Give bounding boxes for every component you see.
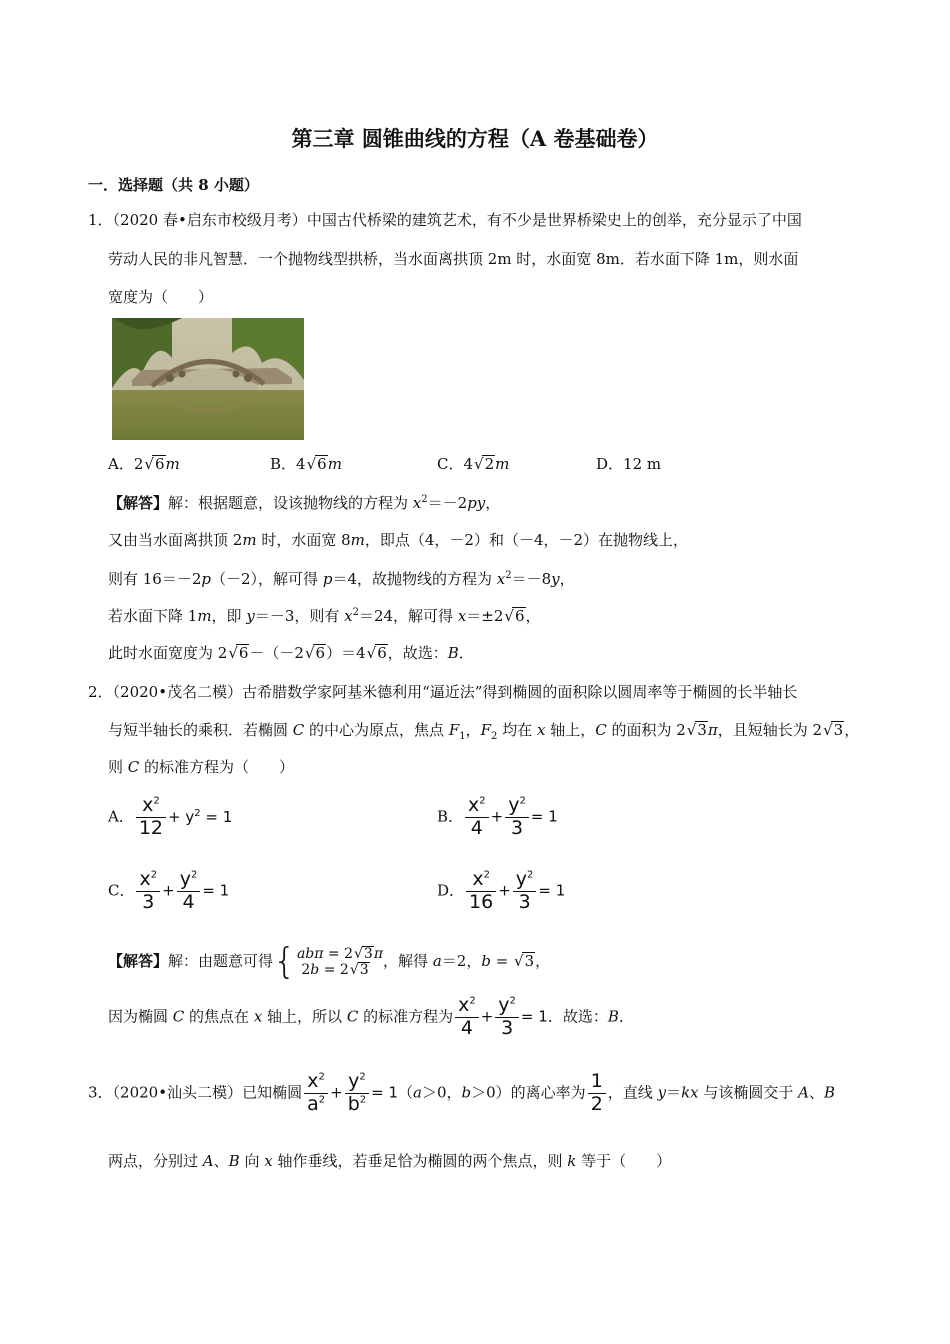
q1-line-2: 劳动人民的非凡智慧．一个抛物线型拱桥，当水面离拱顶 2m 时，水面宽 8m．若水面下降 1m，则水面 — [108, 250, 799, 268]
q1-line-1: 1．（2020 春•启东市校级月考）中国古代桥梁的建筑艺术，有不少是世界桥梁史上的创举，充分显示了中国 — [88, 211, 802, 229]
q1-solution-line-2: 又由当水面离拱顶 2m 时，水面宽 8m，即点（4，－2）和（－4，－2）在抛物线上， — [108, 531, 689, 549]
q3-line-2: 两点，分别过 A、B 向 x 轴作垂线，若垂足恰为椭圆的两个焦点，则 k 等于（ ） — [108, 1152, 672, 1170]
q1-solution-line-5: 此时水面宽度为 2√ 6－（－2√ 6）＝4√ 6，故选：B． — [108, 644, 474, 664]
q1-solution-line-3: 则有 16＝－2p（－2），解可得 p＝4，故抛物线的方程为 $x^2=-8y$， — [108, 570, 575, 588]
q2-line-2: 与短半轴长的乘积．若椭圆 C 的中心为原点，焦点 $F_1$，$F_2$ 均在 x 轴上，C 的面积为 2√ 3π，且短轴长为 2√ 3， — [108, 721, 859, 743]
q1-option-b[interactable]: B．4√ 6m — [270, 455, 342, 475]
q2-option-b[interactable]: B． $\frac{x^2}{4}$ + $\frac{y^2}{3}$ = 1 — [437, 794, 558, 839]
q1-solution-line-1: 【解答】解：根据题意，设该抛物线的方程为 $x^2=-2py$， — [108, 494, 501, 512]
q2-option-a[interactable]: A． $\frac{x^2}{12}$ + $y^2 = 1$ — [108, 794, 233, 839]
q2-solution-line-1: 【解答】解：由题意可得 { abπ = 2√ 3π 2b = 2√ 3 ，解得 a＝2，b = √ 3， — [108, 944, 550, 980]
q2-solution-line-2: 因为椭圆 C 的焦点在 x 轴上，所以 C 的标准方程为 $\frac{x^2}{4}$ + $\frac{y^2}{3}$ = 1．故选：B． — [108, 994, 634, 1039]
q2-option-c[interactable]: C． $\frac{x^2}{3}$ + $\frac{y^2}{4}$ = 1 — [108, 868, 230, 913]
q1-option-c[interactable]: C．4√ 2m — [437, 455, 509, 475]
q3-line-1: 3．（2020•汕头二模）已知椭圆 $\frac{x^2}{a^2}$ + $\frac{y^2}{b^2}$ = 1（a＞0，b＞0）的离心率为 $\frac{1}{2}$ ，直线 y＝kx 与该椭圆交于 A、B — [88, 1070, 836, 1115]
page-title: 第三章 圆锥曲线的方程（A 卷基础卷） — [291, 126, 659, 151]
q1-option-d[interactable]: D．12 m — [596, 455, 662, 473]
q2-line-1: 2．（2020•茂名二模）古希腊数学家阿基米德利用“逼近法”得到椭圆的面积除以圆周率等于椭圆的长半轴长 — [88, 683, 798, 701]
q1-option-a[interactable]: A．2√ 6m — [108, 455, 180, 475]
q2-line-3: 则 C 的标准方程为（ ） — [108, 758, 295, 776]
q2-option-d[interactable]: D． $\frac{x^2}{16}$ + $\frac{y^2}{3}$ = 1 — [437, 868, 566, 913]
bridge-photo — [112, 318, 304, 440]
q1-line-3: 宽度为（ ） — [108, 288, 214, 306]
q1-solution-line-4: 若水面下降 1m，即 y＝－3，则有 $x^2=24$，解可得 x＝±2√ 6， — [108, 606, 541, 627]
section-heading: 一．选择题（共 8 小题） — [88, 176, 259, 194]
